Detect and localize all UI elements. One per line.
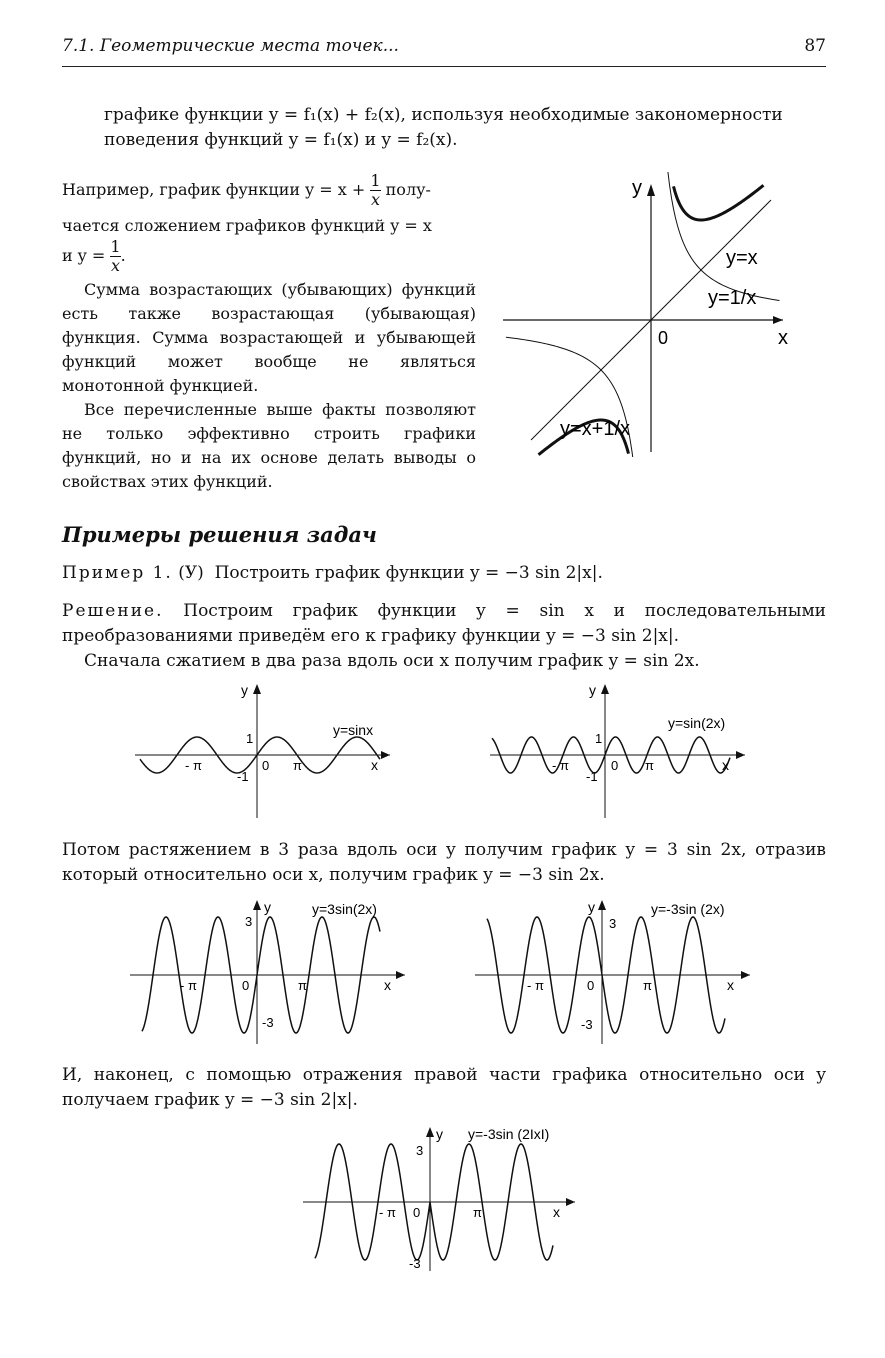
abs-minus-three: -3 — [409, 1256, 421, 1271]
sinx-y-arrow — [253, 684, 261, 694]
sinx-x-arrow — [381, 751, 390, 759]
p3-title: y=3sin(2x) — [312, 901, 377, 917]
abs-minus-pi: - π — [379, 1205, 396, 1220]
sin2x-minus-one: -1 — [586, 769, 598, 784]
sinx-zero: 0 — [262, 758, 270, 773]
p3-pi: π — [298, 978, 307, 993]
m3-zero: 0 — [587, 978, 595, 993]
fig1-x-arrow — [773, 316, 783, 324]
fraction-num-2: 1 — [110, 237, 121, 256]
m3-three: 3 — [609, 916, 617, 931]
sinx-pi: π — [293, 758, 302, 773]
p3-minus-three: -3 — [262, 1015, 274, 1030]
p3-x-arrow — [396, 971, 405, 979]
paragraph-facts: Все перечисленные выше факты позволяют не только эффективно строить графики функций, но и на их основе делать выводы о свойствах этих функций. — [62, 400, 476, 491]
fraction-den-2: x — [110, 256, 120, 275]
p3-zero: 0 — [242, 978, 250, 993]
solution-paragraph-4: И, наконец, с помощью отражения правой части графика относительно оси y получаем график y = −3 sin 2|x|. — [62, 1065, 826, 1110]
fig1-y-label: y — [632, 177, 642, 199]
fig1-origin: 0 — [658, 328, 669, 348]
sinx-minus-one: -1 — [237, 769, 249, 784]
solution-paragraph-3: Потом растяжением в 3 раза вдоль оси y получим график y = 3 sin 2x, отразив который относительно оси x, получим график y = −3 sin 2x. — [62, 840, 826, 885]
fig1-label-1x: y=1/x — [708, 287, 757, 309]
curve-sum-right — [674, 185, 764, 220]
solution-label: Решение. — [62, 601, 164, 621]
fraction-1-over-x — [370, 172, 380, 209]
m3-y-label: y — [588, 899, 595, 915]
m3-x-arrow — [741, 971, 750, 979]
sinx-title: y=sinx — [333, 722, 374, 738]
curve-hyperbola-right — [660, 172, 780, 301]
intro-line-1: графике функции y = f₁(x) + f₂(x), используя необходимые закономерности — [104, 105, 783, 125]
solution-paragraph-2: Сначала сжатием в два раза вдоль оси x получим график y = sin 2x. — [84, 651, 700, 671]
fraction-1-over-x-2 — [110, 238, 120, 275]
p3-minus-pi: - π — [180, 978, 197, 993]
m3-y-arrow — [598, 900, 606, 910]
abs-x-label: x — [553, 1204, 560, 1220]
plot-3sin2x — [130, 896, 410, 1046]
plot-minus3sin2x — [475, 896, 755, 1046]
example-line-1 — [62, 172, 476, 209]
plot-minus3sin2absx — [303, 1123, 583, 1273]
sin2x-x-label: x — [722, 757, 729, 773]
problem-statement — [62, 561, 826, 586]
p3-y-arrow — [253, 900, 261, 910]
problem-label: Пример 1. — [62, 563, 173, 583]
sinx-y-label: y — [241, 682, 248, 698]
m3-minus-pi: - π — [527, 978, 544, 993]
abs-x-arrow — [566, 1198, 575, 1206]
figure-x-plus-1-over-x — [498, 172, 798, 457]
fig1-y-arrow — [647, 184, 655, 196]
fraction-num: 1 — [370, 171, 381, 190]
m3-x-label: x — [727, 977, 734, 993]
abs-y-label: y — [436, 1126, 443, 1142]
sin2x-one: 1 — [595, 731, 603, 746]
m3-pi: π — [643, 978, 652, 993]
paragraph-monotone-sum: Сумма возрастающих (убывающих) функций есть также возрастающая (убывающая) функция. Сумма возрастающей и убывающей функций может вообще не являться монотонной функцией. — [62, 280, 476, 395]
example-line-3-text: и y = — [62, 246, 106, 265]
sin2x-minus-pi: - π — [552, 758, 569, 773]
running-header — [62, 34, 826, 67]
solution-paragraph-1 — [62, 599, 826, 649]
sin2x-title: y=sin(2x) — [668, 715, 726, 731]
m3-title: y=-3sin (2x) — [651, 901, 725, 917]
example-line-3-end: . — [120, 246, 126, 265]
plot-sin2x — [490, 680, 750, 820]
fig1-x-label: x — [778, 327, 788, 349]
sin2x-zero: 0 — [611, 758, 619, 773]
p3-y-label: y — [264, 899, 271, 915]
abs-three: 3 — [416, 1143, 424, 1158]
abs-title: y=-3sin (2IxI) — [468, 1126, 550, 1142]
fig1-label-sum: y=x+1/x — [560, 418, 631, 440]
header-title: 7.1. Геометрические места точек... — [62, 36, 399, 56]
sinx-one: 1 — [246, 731, 254, 746]
p3-x-label: x — [384, 977, 391, 993]
intro-line-2: поведения функций y = f₁(x) и y = f₂(x). — [104, 130, 458, 150]
page-number: 87 — [804, 36, 826, 56]
solution-text-1: Построим график функции y = sin x и последовательными преобразованиями приведём его к графику функции y = −3 sin 2|x|. — [62, 601, 826, 646]
example-line-2: чается сложением графиков функций y = x — [62, 216, 432, 235]
m3-minus-three: -3 — [581, 1017, 593, 1032]
sin2x-pi: π — [645, 758, 654, 773]
problem-text: Построить график функции y = −3 sin 2|x|. — [214, 563, 603, 583]
plot-sinx — [135, 680, 395, 820]
sinx-x-label: x — [371, 757, 378, 773]
p3-three: 3 — [245, 914, 253, 929]
sin2x-y-label: y — [589, 682, 596, 698]
sin2x-x-arrow — [736, 751, 745, 759]
example-line-3 — [62, 238, 476, 275]
example-line-1-end: полу- — [385, 180, 431, 199]
example-line-1-text: Например, график функции y = x + — [62, 180, 366, 199]
sin2x-y-arrow — [601, 684, 609, 694]
abs-y-arrow — [426, 1127, 434, 1137]
abs-pi: π — [473, 1205, 482, 1220]
sinx-minus-pi: - π — [185, 758, 202, 773]
section-title: Примеры решения задач — [62, 522, 377, 547]
problem-tag: (У) — [178, 563, 204, 583]
abs-zero: 0 — [413, 1205, 421, 1220]
fraction-den: x — [370, 190, 380, 209]
fig1-label-yx: y=x — [726, 247, 758, 269]
